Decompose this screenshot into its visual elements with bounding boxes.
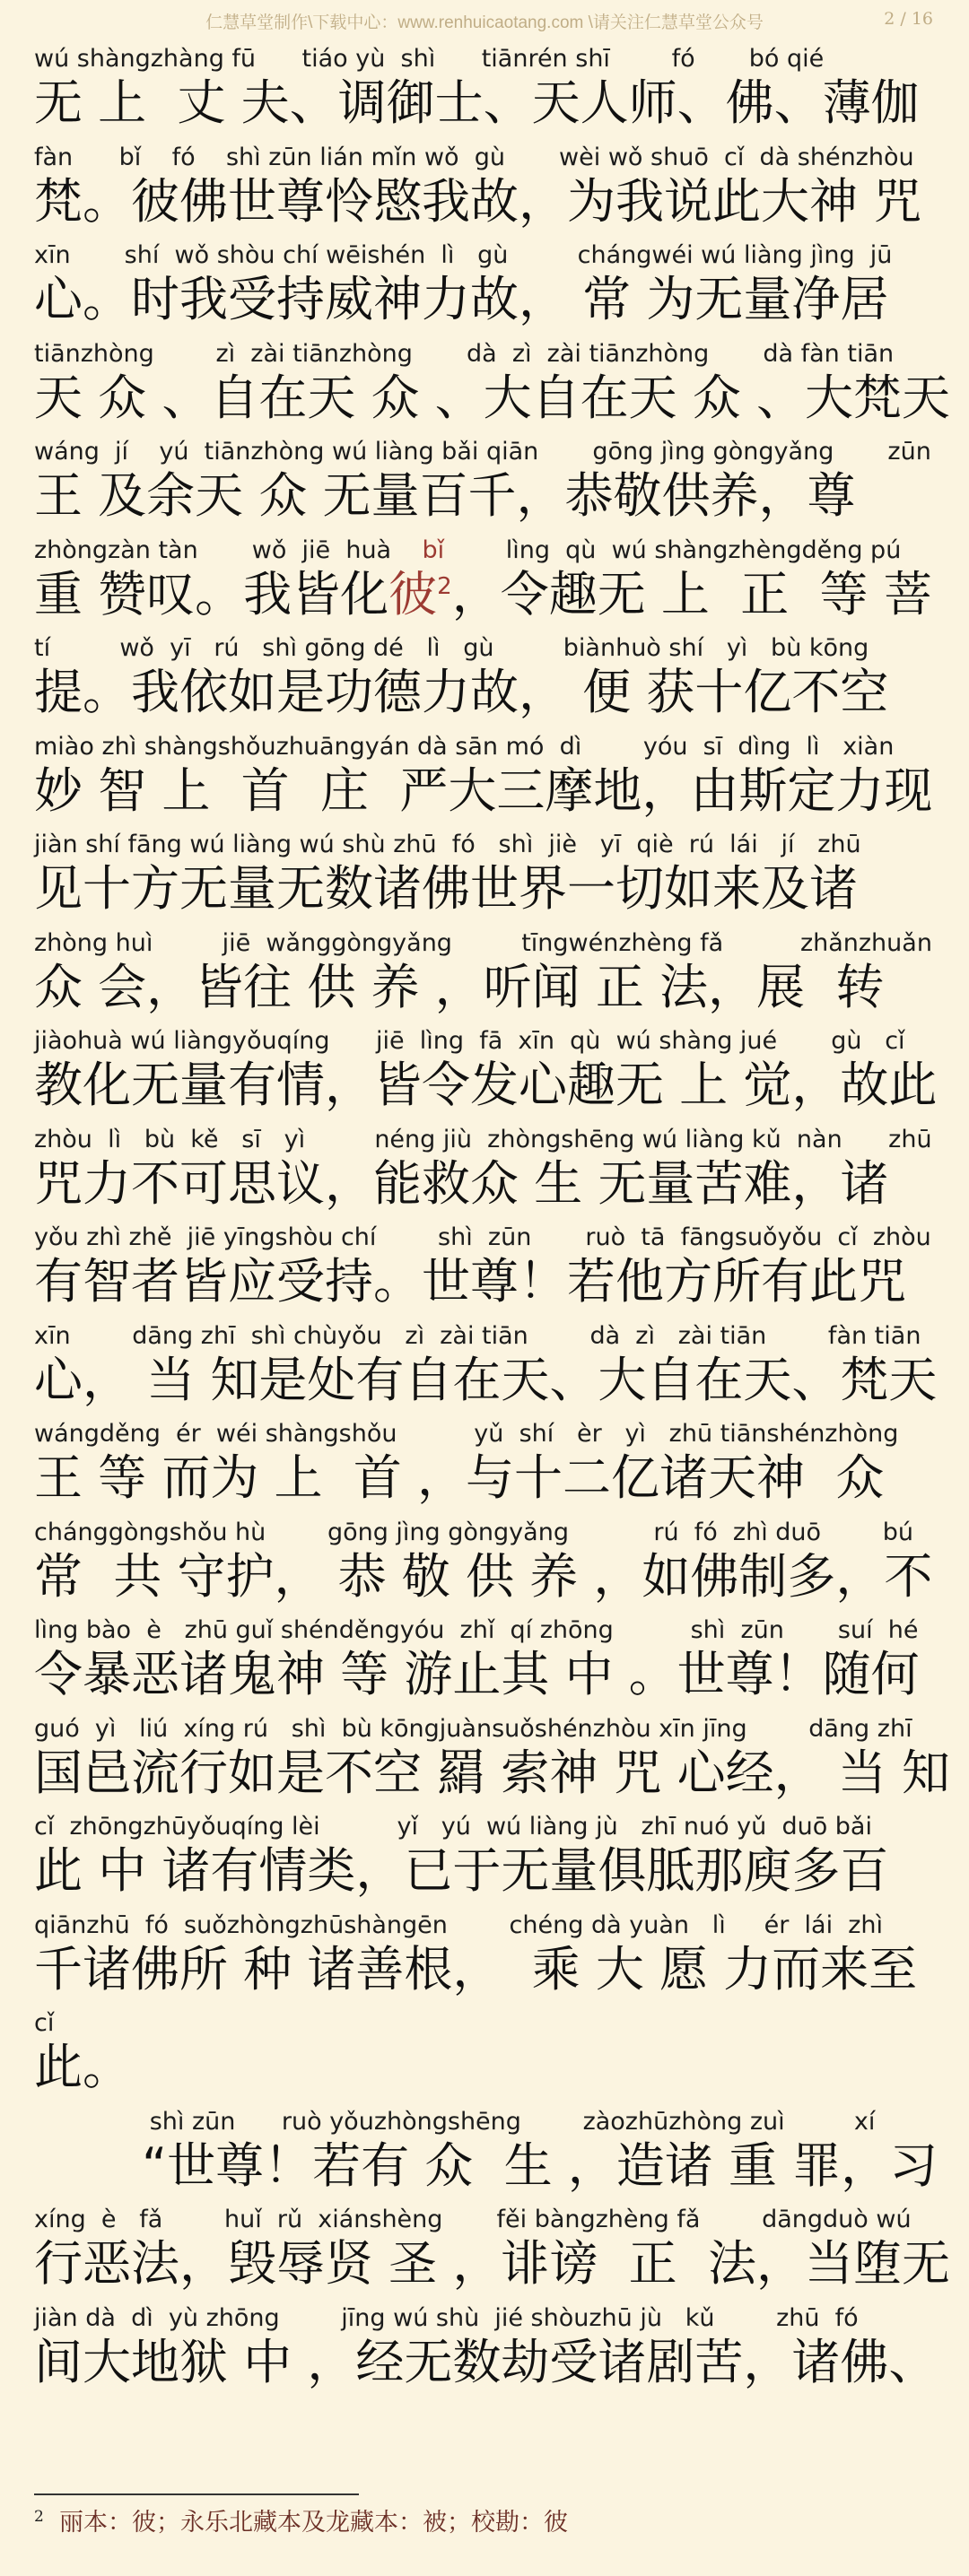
pinyin-row: xīn shí wǒ shòu chí wēishén lì gù chángwéi wú liàng jìng jū bbox=[34, 241, 893, 269]
text-line bbox=[34, 2104, 940, 2203]
pinyin-row: chánggòngshǒu hù gōng jìng gòngyǎng rú fó zhì duō bú bbox=[34, 1518, 913, 1546]
pinyin-row: jiàn dà dì yù zhōng jīng wú shù jié shòuzhū jù kǔ zhū fó bbox=[34, 2303, 859, 2332]
hanzi-row: 众 会，皆往 供 养 ，听闻 正 法，展 转 bbox=[34, 958, 885, 1015]
pinyin-row: xíng è fǎ huǐ rǔ xiánshèng fěi bàngzhèng fǎ dāngduò wú bbox=[34, 2206, 912, 2233]
pinyin-row: miào zhì shàngshǒuzhuāngyán dà sān mó dì yóu sī dìng lì xiàn bbox=[34, 732, 895, 761]
text-line bbox=[34, 1318, 940, 1417]
hanzi-row: 教化无量有情，皆令发心趣无 上 觉，故此 bbox=[34, 1057, 938, 1113]
pinyin-row: wángděng ér wéi shàngshǒu yǔ shí èr yì zhū tiānshénzhòng bbox=[34, 1420, 899, 1448]
pinyin-row: qiānzhū fó suǒzhòngzhūshàngēn chéng dà yuàn lì ér lái zhì bbox=[34, 1910, 884, 1939]
variant-pinyin: bǐ bbox=[422, 535, 445, 564]
scripture-text bbox=[34, 41, 950, 2398]
footnote-reference[interactable]: 2 bbox=[437, 572, 452, 600]
pinyin-row: fàn bǐ fó shì zūn lián mǐn wǒ gù wèi wǒ shuō cǐ dà shénzhòu bbox=[34, 143, 914, 171]
hanzi-row: 妙 智 上 首 庄 严大三摩地，由斯定力现 bbox=[34, 761, 933, 819]
hanzi-row: 梵。彼佛世尊怜愍我故，为我说此大神 咒 bbox=[34, 172, 922, 230]
text-line bbox=[34, 631, 940, 729]
pinyin-row: lìng bào è zhū guǐ shénděngyóu zhǐ qí zhōng shì zūn suí hé bbox=[34, 1616, 919, 1644]
hanzi-row: 王 及余天 众 无量百千，恭敬供养，尊 bbox=[34, 467, 856, 524]
text-line bbox=[34, 2006, 940, 2104]
pinyin-row: wáng jí yú tiānzhòng wú liàng bǎi qiān gōng jìng gòngyǎng zūn bbox=[34, 438, 931, 466]
pinyin-row: cǐ zhōngzhūyǒuqíng lèi yǐ yú wú liàng jù zhī nuó yǔ duō bǎi bbox=[34, 1813, 872, 1841]
text-line bbox=[34, 1515, 940, 1614]
text-line bbox=[34, 2202, 950, 2301]
pinyin-row: tí wǒ yī rú shì gōng dé lì gù biànhuò shí yì bù kōng bbox=[34, 634, 869, 662]
hanzi-row: 行恶法，毁辱贤 圣 ，诽谤 正 法，当堕无 bbox=[34, 2235, 950, 2292]
hanzi-row: 心。时我受持威神力故， 常 为无量净居 bbox=[34, 271, 889, 327]
hanzi-row: 此 中 诸有情类，已于无量俱胝那庾多百 bbox=[34, 1842, 889, 1899]
page-header bbox=[0, 0, 969, 41]
pinyin-row: zhòu lì bù kě sī yì néng jiù zhòngshēng wú liàng kǔ nàn zhū bbox=[34, 1125, 932, 1153]
text-line bbox=[34, 41, 940, 140]
hanzi-row: 此。 bbox=[34, 2039, 131, 2095]
hanzi-row: 有智者皆应受持。世尊！若他方所有此咒 bbox=[34, 1253, 906, 1310]
hanzi-row: 见十方无量无数诸佛世界一切如来及诸 bbox=[34, 860, 858, 917]
text-line bbox=[34, 1220, 940, 1318]
footnote-number: 2 bbox=[34, 2508, 44, 2526]
pinyin-segment: zhòngzàn tàn wǒ jiē huà bbox=[34, 535, 423, 564]
hanzi-row: 千诸佛所 种 诸善根， 乘 大 愿 力而来至 bbox=[34, 1940, 918, 1997]
pinyin-row: cǐ bbox=[34, 2009, 55, 2037]
page-number: 2 / 16 bbox=[884, 9, 933, 29]
hanzi-row: 国邑流行如是不空 羂 索神 咒 心经， 当 知 bbox=[34, 1744, 950, 1801]
pinyin-row: wú shàngzhàng fū tiáo yù shì tiānrén shī fó bó qié bbox=[34, 45, 825, 73]
pinyin-row: zhòng huì jiē wǎnggòngyǎng tīngwénzhèng fǎ zhǎnzhuǎn bbox=[34, 928, 932, 957]
text-line bbox=[34, 238, 940, 336]
hanzi-row: 无 上 丈 夫、调御士、天人师、佛、薄伽 bbox=[34, 74, 920, 131]
text-line bbox=[34, 1122, 940, 1221]
text-line bbox=[34, 434, 940, 533]
pinyin-row: shì zūn ruò yǒuzhòngshēng zàozhūzhòng zuì xí bbox=[34, 2107, 876, 2136]
pinyin-row: jiàohuà wú liàngyǒuqíng jiē lìng fā xīn qù wú shàng jué gù cǐ bbox=[34, 1027, 905, 1055]
text-line bbox=[34, 336, 950, 435]
hanzi-row: 咒力不可思议，能救众 生 无量苦难，诸 bbox=[34, 1154, 889, 1212]
hanzi-row bbox=[34, 565, 940, 624]
text-line bbox=[34, 729, 940, 828]
text-line bbox=[34, 1908, 940, 2006]
pinyin-row: yǒu zhì zhě jiē yīngshòu chí shì zūn ruò tā fāngsuǒyǒu cǐ zhòu bbox=[34, 1223, 931, 1251]
text-line bbox=[34, 1809, 940, 1908]
text-line bbox=[34, 827, 940, 926]
hanzi-row: 心， 当 知是处有自在天、大自在天、梵天 bbox=[34, 1351, 938, 1408]
footnote-text: 丽本：彼；永乐北藏本及龙藏本：被；校勘：彼 bbox=[59, 2509, 568, 2537]
text-line bbox=[34, 1711, 950, 1810]
pinyin-row: tiānzhòng zì zài tiānzhòng dà zì zài tiānzhòng dà fàn tiān bbox=[34, 339, 895, 368]
hanzi-segment: 重 赞叹。我皆化 bbox=[34, 565, 389, 622]
hanzi-row: 王 等 而为 上 首 ，与十二亿诸天神 众 bbox=[34, 1449, 885, 1506]
source-watermark: 仁慧草堂制作\下载中心：www.renhuicaotang.com \请关注仁慧草堂公众号 bbox=[205, 13, 764, 32]
hanzi-row: 提。我依如是功德力故， 便 获十亿不空 bbox=[34, 664, 889, 720]
text-line bbox=[34, 2301, 940, 2399]
footnote-divider bbox=[34, 2493, 359, 2495]
footnote bbox=[34, 2505, 931, 2541]
pinyin-segment: lìng qù wú shàngzhèngděng pú bbox=[444, 535, 902, 564]
text-line bbox=[34, 1416, 940, 1515]
hanzi-row: 间大地狱 中 ，经无数劫受诸剧苦，诸佛、 bbox=[34, 2333, 938, 2390]
text-line bbox=[34, 1023, 940, 1122]
text-line bbox=[34, 140, 940, 239]
text-line bbox=[34, 533, 940, 631]
variant-character: 彼 bbox=[388, 565, 438, 622]
hanzi-row: 天 众 、自在天 众 、大自在天 众 、大梵天 bbox=[34, 369, 950, 426]
pinyin-row: xīn dāng zhī shì chùyǒu zì zài tiān dà zì zài tiān fàn tiān bbox=[34, 1321, 921, 1350]
pinyin-row: jiàn shí fāng wú liàng wú shù zhū fó shì jiè yī qiè rú lái jí zhū bbox=[34, 831, 861, 858]
pinyin-row: guó yì liú xíng rú shì bù kōngjuànsuǒshénzhòu xīn jīng dāng zhī bbox=[34, 1714, 912, 1743]
hanzi-row: 常 共 守护， 恭 敬 供 养 ，如佛制多，不 bbox=[34, 1547, 933, 1605]
hanzi-row: “世尊！若有 众 生 ，造诸 重 罪，习 bbox=[34, 2137, 938, 2194]
text-line bbox=[34, 926, 940, 1024]
text-line bbox=[34, 1613, 940, 1711]
pinyin-row bbox=[34, 533, 940, 569]
hanzi-row: 令暴恶诸鬼神 等 游止其 中 。世尊！随何 bbox=[34, 1646, 920, 1702]
hanzi-segment: ，令趣无 上 正 等 菩 bbox=[451, 565, 932, 622]
